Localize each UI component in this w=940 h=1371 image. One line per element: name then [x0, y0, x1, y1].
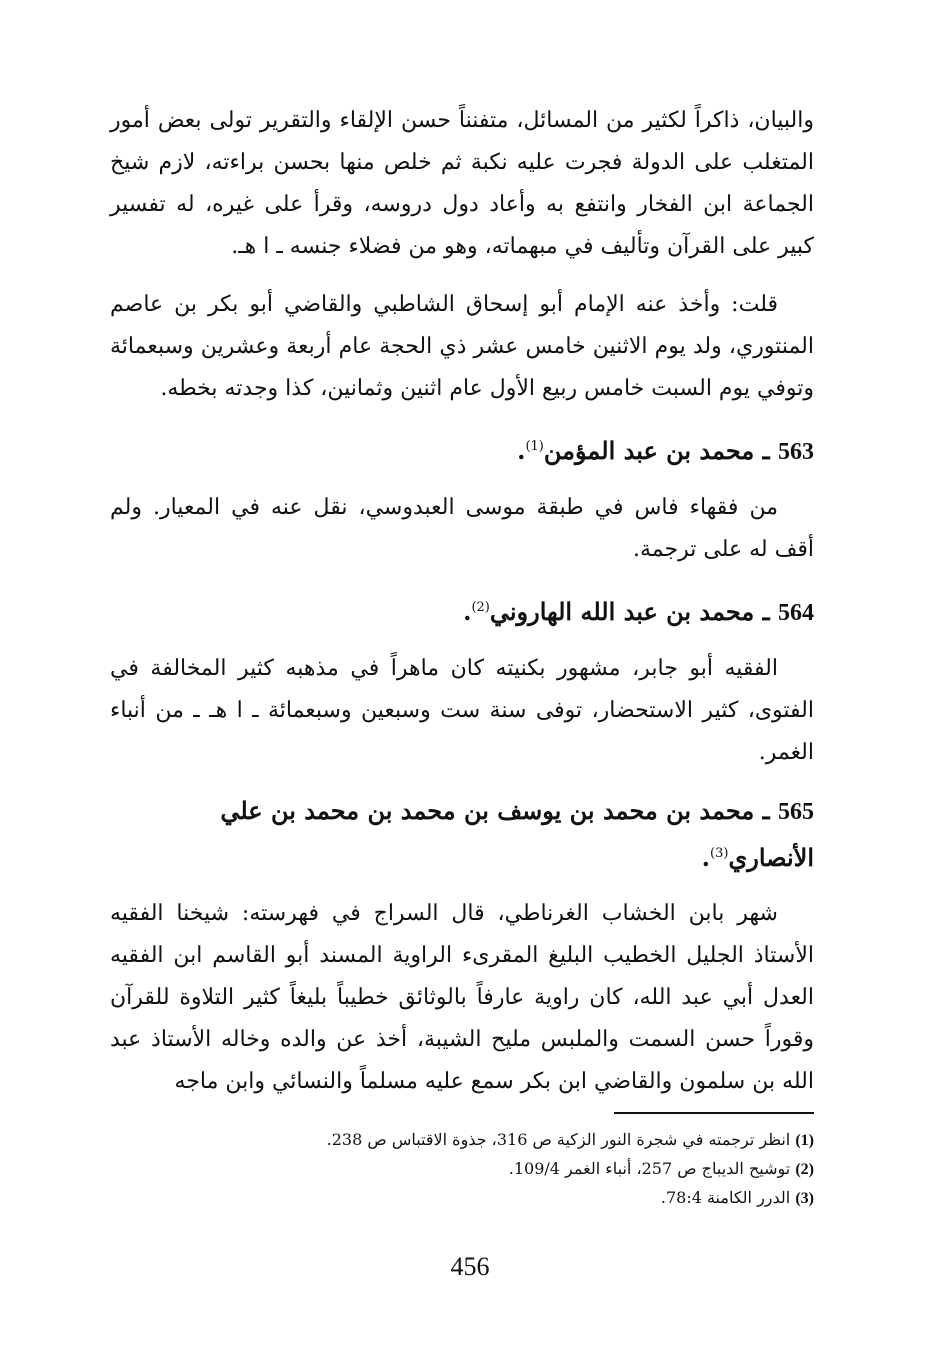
entry-name: محمد بن محمد بن يوسف بن محمد بن محمد بن علي الأنصاري [220, 796, 814, 872]
entry-end: . [517, 436, 526, 465]
footnote-number: (2) [795, 1161, 814, 1178]
footnote-number: (3) [795, 1190, 814, 1207]
entry-separator: ـ [762, 796, 770, 825]
entry-name: محمد بن عبد الله الهاروني [489, 597, 755, 626]
entry-name: محمد بن عبد المؤمن [543, 436, 755, 465]
entry-number: 565 [778, 799, 814, 825]
footnote-ref: (2) [471, 600, 490, 615]
main-text [110, 100, 814, 1119]
footnote-number: (1) [795, 1132, 814, 1149]
entry-separator: ـ [762, 597, 770, 626]
footnote-text: انظر ترجمته في شجرة النور الزكية ص 316، جذوة الاقتباس ص 238. [326, 1130, 791, 1149]
entry-number: 563 [778, 439, 814, 465]
entry-number: 564 [778, 600, 814, 626]
entry-body: الفقيه أبو جابر، مشهور بكنيته كان ماهراً في مذهبه كثير المخالفة في الفتوى، كثير الاستحضار، توفى سنة ست وسبعين وسبعمائة ـ ا هـ ـ من أنباء الغمر. [110, 656, 814, 765]
page-number: 456 [450, 1252, 490, 1281]
footnote-2 [110, 1155, 814, 1184]
footnote-ref: (3) [710, 846, 729, 861]
entry-separator: ـ [762, 436, 770, 465]
footnote-ref: (1) [525, 439, 544, 454]
entry-body: من فقهاء فاس في طبقة موسى العبدوسي، نقل عنه في المعيار. ولم أقف له على ترجمة. [110, 495, 814, 562]
entry-heading-564 [110, 587, 814, 634]
paragraph: قلت: وأخذ عنه الإمام أبو إسحاق الشاطبي والقاضي أبو بكر بن عاصم المنتوري، ولد يوم الاثنين خامس عشر ذي الحجة عام أربعة وعشرين وسبعمائة وتوفي يوم السبت خامس ربيع الأول عام اثنين وثمانين، كذا وجدته بخطه. [110, 292, 814, 401]
paragraph: والبيان، ذاكراً لكثير من المسائل، متفنناً حسن الإلقاء والتقرير تولى بعض أمور المتغلب على الدولة فجرت عليه نكبة ثم خلص منها بحسن براءته، لازم شيخ الجماعة ابن الفخار وانتفع به وأعاد دول دروسه، وقرأ على غيره، له تفسير كبير على القرآن وتأليف في مبهماته، وهو من فضلاء جنسه ـ ا هـ. [110, 108, 814, 259]
entry-body: شهر بابن الخشاب الغرناطي، قال السراج في فهرسته: شيخنا الفقيه الأستاذ الجليل الخطيب البليغ المقرىء الراوية المسند أبو القاسم ابن الفقيه العدل أبي عبد الله، كان راوية عارفاً بالوثائق خطيباً بليغاً كثير التلاوة للقرآن وقوراً حسن السمت والملبس مليح الشيبة، أخذ عن والده وخاله الأستاذ عبد الله بن سلمون والقاضي ابن بكر سمع عليه مسلماً والنسائي وابن ماجه [110, 901, 814, 1094]
footnote-3 [110, 1184, 814, 1213]
footnote-separator [614, 1112, 814, 1114]
entry-end: . [701, 843, 711, 872]
entry-end: . [463, 597, 472, 626]
footnotes [110, 1126, 814, 1213]
footnote-text: توشيح الديباج ص 257، أنباء الغمر 109/4. [508, 1159, 791, 1178]
footnote-text: الدرر الكامنة 78:4. [660, 1188, 791, 1207]
entry-heading-563 [110, 426, 814, 473]
footnote-1 [110, 1126, 814, 1155]
entry-heading-565 [110, 790, 814, 879]
